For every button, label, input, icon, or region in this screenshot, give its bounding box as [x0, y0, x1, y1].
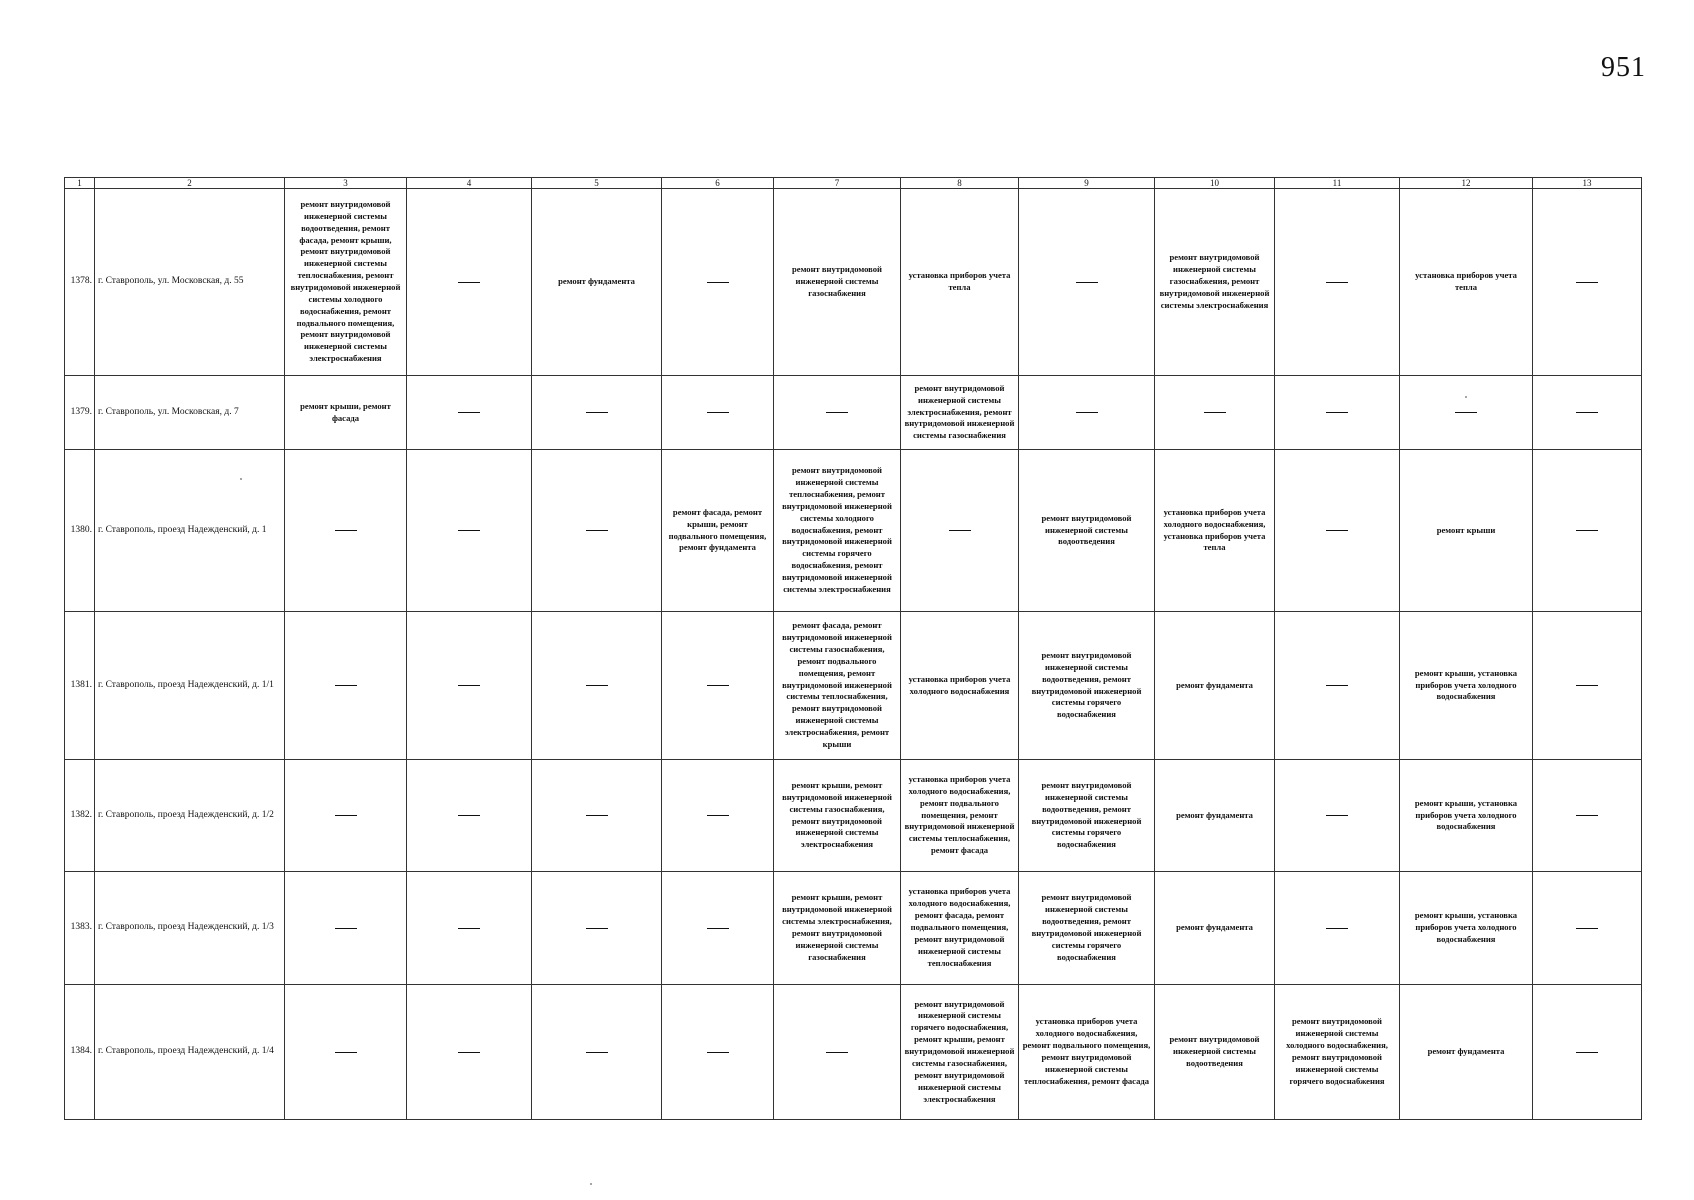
- work-cell: [1533, 760, 1642, 872]
- column-header: 13: [1533, 178, 1642, 189]
- work-cell: [532, 376, 662, 450]
- dash-mark: [586, 412, 608, 413]
- column-header: 12: [1400, 178, 1533, 189]
- address-text: г. Ставрополь, проезд Надежденский, д. 1: [98, 524, 267, 535]
- work-cell: [1533, 872, 1642, 985]
- work-text: установка приборов учета холодного водоснабжения, ремонт подвального помещения, ремонт внутридомовой инженерной системы теплоснабжения, ремонт фасада: [904, 773, 1015, 856]
- work-cell: [1019, 760, 1155, 872]
- row-number-cell: [65, 376, 95, 450]
- row-number-cell: [65, 760, 95, 872]
- dash-mark: [335, 530, 357, 531]
- work-text: ремонт внутридомовой инженерной системы холодного водоснабжения, ремонт внутридомовой инженерной системы горячего водоснабжения: [1286, 1016, 1388, 1086]
- row-number-cell: [65, 872, 95, 985]
- work-cell: [1400, 450, 1533, 612]
- address-cell: [95, 450, 285, 612]
- column-header: 5: [532, 178, 662, 189]
- dash-mark: [458, 530, 480, 531]
- work-text: ремонт внутридомовой инженерной системы горячего водоснабжения, ремонт крыши, ремонт внутридомовой инженерной системы газоснабжения, ремонт внутридомовой инженерной системы электроснабжения: [904, 998, 1015, 1104]
- work-cell: [532, 760, 662, 872]
- work-cell: [662, 760, 774, 872]
- dash-mark: [458, 412, 480, 413]
- work-cell: [662, 450, 774, 612]
- column-header: 3: [285, 178, 407, 189]
- address-cell: [95, 612, 285, 760]
- dash-mark: [1576, 530, 1598, 531]
- work-cell: [285, 612, 407, 760]
- work-text: ремонт фундамента: [1176, 922, 1253, 933]
- table-row: [65, 872, 1642, 985]
- work-cell: [532, 189, 662, 376]
- table-row: [65, 760, 1642, 872]
- address-cell: [95, 985, 285, 1120]
- dash-mark: [1326, 282, 1348, 283]
- row-number: 1384.: [70, 1046, 92, 1057]
- dash-mark: [335, 1052, 357, 1053]
- work-cell: [1275, 189, 1400, 376]
- work-cell: [774, 450, 901, 612]
- dash-mark: [335, 928, 357, 929]
- dash-mark: [1076, 412, 1098, 413]
- work-text: ремонт внутридомовой инженерной системы газоснабжения: [791, 264, 883, 298]
- scan-speck: [240, 478, 242, 480]
- table-row: [65, 985, 1642, 1120]
- row-number: 1379.: [70, 406, 92, 417]
- work-cell: [774, 612, 901, 760]
- column-header: 7: [774, 178, 901, 189]
- dash-mark: [1076, 282, 1098, 283]
- work-cell: [285, 872, 407, 985]
- work-text: ремонт внутридомовой инженерной системы теплоснабжения, ремонт внутридомовой инженерной системы холодного водоснабжения, ремонт внутридомовой инженерной системы горячего водоснабжения, ремонт внутридомовой инженерной системы электроснабжения: [782, 465, 892, 594]
- work-cell: [1275, 872, 1400, 985]
- address-cell: [95, 760, 285, 872]
- dash-mark: [1326, 412, 1348, 413]
- work-cell: [662, 985, 774, 1120]
- dash-mark: [707, 815, 729, 816]
- work-text: установка приборов учета тепла: [1415, 270, 1517, 292]
- dash-mark: [586, 1052, 608, 1053]
- work-cell: [774, 189, 901, 376]
- work-cell: [1019, 612, 1155, 760]
- work-text: ремонт внутридомовой инженерной системы водоотведения: [1169, 1034, 1260, 1068]
- work-cell: [1400, 985, 1533, 1120]
- dash-mark: [707, 1052, 729, 1053]
- work-text: ремонт крыши, установка приборов учета холодного водоснабжения: [1414, 910, 1518, 944]
- work-cell: [1275, 760, 1400, 872]
- dash-mark: [707, 685, 729, 686]
- work-cell: [1533, 450, 1642, 612]
- work-text: ремонт внутридомовой инженерной системы газоснабжения, ремонт внутридомовой инженерной системы электроснабжения: [1159, 252, 1270, 310]
- page-number: 951: [1601, 52, 1646, 83]
- work-cell: [407, 450, 532, 612]
- work-cell: [774, 872, 901, 985]
- dash-mark: [707, 928, 729, 929]
- address-text: г. Ставрополь, ул. Московская, д. 55: [98, 276, 244, 287]
- column-header: 6: [662, 178, 774, 189]
- row-number-cell: [65, 189, 95, 376]
- work-cell: [407, 985, 532, 1120]
- work-text: ремонт крыши: [1436, 524, 1496, 535]
- dash-mark: [826, 412, 848, 413]
- work-text: установка приборов учета тепла: [908, 270, 1011, 292]
- dash-mark: [335, 815, 357, 816]
- work-cell: [662, 189, 774, 376]
- work-text: ремонт внутридомовой инженерной системы водоотведения, ремонт внутридомовой инженерной системы горячего водоснабжения: [1031, 779, 1142, 850]
- work-cell: [532, 612, 662, 760]
- work-text: ремонт крыши, установка приборов учета холодного водоснабжения: [1414, 667, 1518, 702]
- work-cell: [1019, 450, 1155, 612]
- work-cell: [285, 450, 407, 612]
- row-number: 1382.: [70, 809, 92, 820]
- column-header: 8: [901, 178, 1019, 189]
- work-cell: [1019, 985, 1155, 1120]
- work-cell: [662, 612, 774, 760]
- work-cell: [1533, 376, 1642, 450]
- work-cell: [532, 450, 662, 612]
- work-cell: [1019, 376, 1155, 450]
- work-text: ремонт фундамента: [1176, 679, 1253, 690]
- work-cell: [285, 985, 407, 1120]
- address-cell: [95, 189, 285, 376]
- work-cell: [1155, 612, 1275, 760]
- address-cell: [95, 376, 285, 450]
- row-number: 1378.: [70, 276, 92, 287]
- work-cell: [407, 612, 532, 760]
- work-cell: [774, 760, 901, 872]
- address-text: г. Ставрополь, проезд Надежденский, д. 1/4: [98, 1046, 274, 1057]
- work-text: ремонт фундамента: [1427, 1046, 1505, 1057]
- work-cell: [407, 376, 532, 450]
- table-row: [65, 376, 1642, 450]
- address-cell: [95, 872, 285, 985]
- work-text: установка приборов учета холодного водоснабжения, ремонт подвального помещения, ремонт внутридомовой инженерной системы теплоснабжения, ремонт фасада: [1022, 1016, 1151, 1086]
- work-cell: [1533, 985, 1642, 1120]
- work-cell: [1155, 376, 1275, 450]
- work-cell: [285, 760, 407, 872]
- work-cell: [774, 985, 901, 1120]
- dash-mark: [1576, 928, 1598, 929]
- work-text: установка приборов учета холодного водоснабжения, ремонт фасада, ремонт подвального помещения, ремонт внутридомовой инженерной системы теплоснабжения: [908, 886, 1011, 968]
- work-cell: [901, 612, 1019, 760]
- work-text: ремонт внутридомовой инженерной системы водоотведения: [1041, 512, 1132, 547]
- work-cell: [1275, 376, 1400, 450]
- work-cell: [285, 376, 407, 450]
- work-cell: [1155, 760, 1275, 872]
- dash-mark: [707, 282, 729, 283]
- address-text: г. Ставрополь, проезд Надежденский, д. 1/1: [98, 679, 274, 690]
- dash-mark: [458, 685, 480, 686]
- row-number: 1383.: [70, 922, 92, 933]
- work-cell: [532, 872, 662, 985]
- work-text: ремонт внутридомовой инженерной системы водоотведения, ремонт фасада, ремонт крыши, ремонт внутридомовой инженерной системы теплоснабжения, ремонт внутридомовой инженерной системы холодного водоснабжения, ремонт подвального помещения, ремонт внутридомовой инженерной системы электроснабжения: [290, 198, 401, 364]
- work-cell: [901, 376, 1019, 450]
- work-cell: [1155, 189, 1275, 376]
- work-text: ремонт фасада, ремонт крыши, ремонт подвального помещения, ремонт фундамента: [668, 506, 767, 553]
- dash-mark: [1326, 530, 1348, 531]
- scan-speck: [590, 1183, 592, 1185]
- dash-mark: [458, 815, 480, 816]
- table-row: [65, 612, 1642, 760]
- table-body: [65, 189, 1642, 1120]
- work-text: установка приборов учета холодного водоснабжения, установка приборов учета тепла: [1163, 506, 1266, 553]
- work-cell: [901, 760, 1019, 872]
- dash-mark: [335, 685, 357, 686]
- dash-mark: [949, 530, 971, 531]
- work-cell: [1019, 872, 1155, 985]
- dash-mark: [1326, 928, 1348, 929]
- row-number-cell: [65, 985, 95, 1120]
- column-header: 10: [1155, 178, 1275, 189]
- row-number: 1380.: [70, 524, 92, 535]
- address-text: г. Ставрополь, проезд Надежденский, д. 1/3: [98, 922, 274, 933]
- dash-mark: [826, 1052, 848, 1053]
- work-cell: [662, 872, 774, 985]
- table-row: [65, 189, 1642, 376]
- dash-mark: [707, 412, 729, 413]
- work-cell: [1155, 450, 1275, 612]
- column-header: 1: [65, 178, 95, 189]
- work-cell: [1400, 189, 1533, 376]
- row-number-cell: [65, 612, 95, 760]
- work-text: ремонт фундамента: [558, 276, 635, 287]
- work-cell: [901, 985, 1019, 1120]
- dash-mark: [586, 530, 608, 531]
- column-header: 4: [407, 178, 532, 189]
- work-cell: [532, 985, 662, 1120]
- dash-mark: [1576, 815, 1598, 816]
- work-cell: [407, 189, 532, 376]
- dash-mark: [458, 1052, 480, 1053]
- work-cell: [901, 189, 1019, 376]
- work-cell: [407, 872, 532, 985]
- dash-mark: [458, 282, 480, 283]
- work-cell: [1275, 612, 1400, 760]
- dash-mark: [1576, 282, 1598, 283]
- work-text: установка приборов учета холодного водоснабжения: [908, 673, 1011, 696]
- work-cell: [1400, 612, 1533, 760]
- work-text: ремонт крыши, ремонт внутридомовой инженерной системы электроснабжения, ремонт внутридомовой инженерной системы газоснабжения: [782, 892, 892, 962]
- work-text: ремонт крыши, ремонт внутридомовой инженерной системы газоснабжения, ремонт внутридомовой инженерной системы электроснабжения: [782, 779, 892, 850]
- dash-mark: [586, 815, 608, 816]
- dash-mark: [1326, 815, 1348, 816]
- scan-speck: [1465, 396, 1467, 398]
- work-text: ремонт внутридомовой инженерной системы водоотведения, ремонт внутридомовой инженерной системы горячего водоснабжения: [1031, 892, 1142, 962]
- dash-mark: [1576, 412, 1598, 413]
- dash-mark: [1326, 685, 1348, 686]
- address-text: г. Ставрополь, ул. Московская, д. 7: [98, 406, 239, 417]
- address-text: г. Ставрополь, проезд Надежденский, д. 1/2: [98, 809, 274, 820]
- work-text: ремонт фасада, ремонт внутридомовой инженерной системы газоснабжения, ремонт подвального помещения, ремонт внутридомовой инженерной системы теплоснабжения, ремонт внутридомовой инженерной системы электроснабжения, ремонт крыши: [782, 620, 892, 749]
- work-text: ремонт крыши, ремонт фасада: [300, 400, 391, 423]
- row-number: 1381.: [70, 679, 92, 690]
- table-row: [65, 450, 1642, 612]
- dash-mark: [1204, 412, 1226, 413]
- work-text: ремонт внутридомовой инженерной системы водоотведения, ремонт внутридомовой инженерной системы горячего водоснабжения: [1031, 649, 1142, 720]
- column-header: 9: [1019, 178, 1155, 189]
- work-cell: [1533, 189, 1642, 376]
- column-header: 11: [1275, 178, 1400, 189]
- dash-mark: [1455, 412, 1477, 413]
- work-cell: [1155, 872, 1275, 985]
- work-cell: [1275, 985, 1400, 1120]
- work-cell: [407, 760, 532, 872]
- dash-mark: [586, 685, 608, 686]
- row-number-cell: [65, 450, 95, 612]
- work-cell: [1400, 872, 1533, 985]
- work-cell: [1400, 376, 1533, 450]
- dash-mark: [458, 928, 480, 929]
- work-cell: [901, 450, 1019, 612]
- dash-mark: [1576, 1052, 1598, 1053]
- work-cell: [901, 872, 1019, 985]
- work-text: ремонт внутридомовой инженерной системы электроснабжения, ремонт внутридомовой инженерной системы газоснабжения: [904, 382, 1015, 441]
- work-cell: [285, 189, 407, 376]
- work-text: ремонт крыши, установка приборов учета холодного водоснабжения: [1414, 797, 1518, 832]
- repair-schedule-table: [64, 177, 1642, 1120]
- column-number-row: [65, 178, 1642, 189]
- work-cell: [1019, 189, 1155, 376]
- work-cell: [1533, 612, 1642, 760]
- work-cell: [774, 376, 901, 450]
- column-header: 2: [95, 178, 285, 189]
- dash-mark: [1576, 685, 1598, 686]
- work-text: ремонт фундамента: [1176, 809, 1253, 820]
- work-cell: [1400, 760, 1533, 872]
- dash-mark: [586, 928, 608, 929]
- work-cell: [662, 376, 774, 450]
- work-cell: [1155, 985, 1275, 1120]
- work-cell: [1275, 450, 1400, 612]
